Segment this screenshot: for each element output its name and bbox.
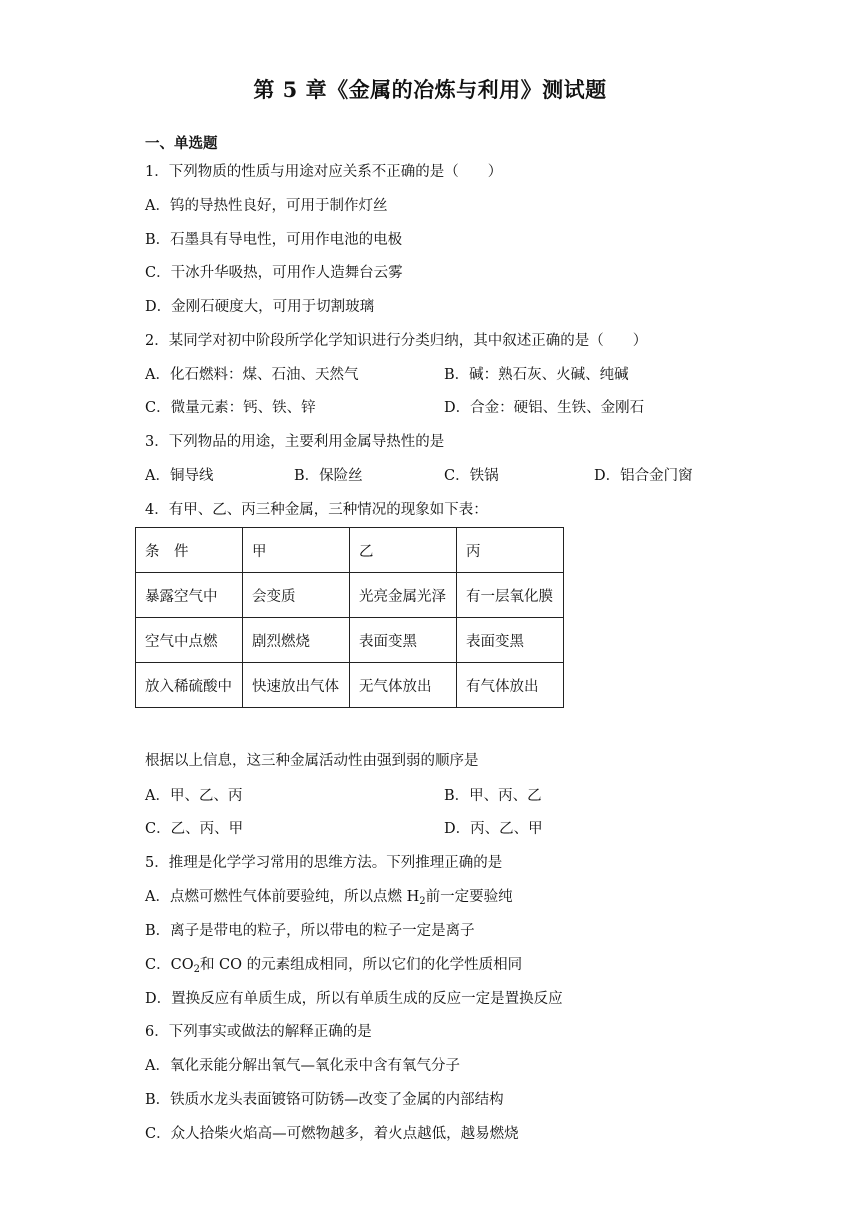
- table-cell: 有一层氧化膜: [457, 573, 564, 618]
- question-4-option-a: A．甲、乙、丙: [145, 788, 243, 804]
- table-cell: 表面变黑: [350, 618, 457, 663]
- question-5-option-a: [145, 887, 513, 907]
- question-5-option-b: B．离子是带电的粒子，所以带电的粒子一定是离子: [145, 923, 475, 939]
- question-5-stem: 5．推理是化学学习常用的思维方法。下列推理正确的是: [145, 855, 503, 871]
- subscript: 2: [419, 896, 426, 907]
- table-row: [136, 663, 564, 708]
- question-3-option-b: B．保险丝: [294, 468, 363, 484]
- table-cell: 剧烈燃烧: [243, 618, 350, 663]
- table-cell: 条 件: [136, 528, 243, 573]
- question-5-option-d: D．置换反应有单质生成，所以有单质生成的反应一定是置换反应: [145, 991, 563, 1007]
- table-cell: 乙: [350, 528, 457, 573]
- question-2-option-b: B．碱：熟石灰、火碱、纯碱: [444, 367, 629, 383]
- table-row: [136, 528, 564, 573]
- page-title: 第 5 章《金属的冶炼与利用》测试题: [253, 77, 607, 102]
- question-2-stem: 2．某同学对初中阶段所学化学知识进行分类归纳，其中叙述正确的是（ ）: [145, 333, 648, 349]
- table-row: [136, 618, 564, 663]
- table-cell: 空气中点燃: [136, 618, 243, 663]
- question-2-option-d: D．合金：硬铝、生铁、金刚石: [444, 400, 645, 416]
- subscript: 2: [193, 964, 200, 975]
- question-1-stem: 1．下列物质的性质与用途对应关系不正确的是（ ）: [145, 164, 503, 180]
- table-cell: 光亮金属光泽: [350, 573, 457, 618]
- table-cell: 甲: [243, 528, 350, 573]
- question-6-option-b: B．铁质水龙头表面镀铬可防锈—改变了金属的内部结构: [145, 1092, 504, 1108]
- question-6-option-c: C．众人拾柴火焰高—可燃物越多，着火点越低，越易燃烧: [145, 1126, 519, 1142]
- option-text: A．点燃可燃性气体前要验纯，所以点燃 H: [145, 889, 420, 905]
- question-3-option-c: C．铁锅: [444, 468, 499, 484]
- question-2-option-c: C．微量元素：钙、铁、锌: [145, 400, 316, 416]
- option-text: C．CO: [145, 957, 194, 973]
- table-cell: 表面变黑: [457, 618, 564, 663]
- option-text: 和 CO 的元素组成相同，所以它们的化学性质相同: [199, 957, 523, 973]
- table-cell: 会变质: [243, 573, 350, 618]
- question-4-option-c: C．乙、丙、甲: [145, 821, 244, 837]
- section-heading: 一、单选题: [145, 135, 218, 152]
- question-4-option-d: D．丙、乙、甲: [444, 821, 543, 837]
- question-1-option-c: C．干冰升华吸热，可用作人造舞台云雾: [145, 265, 403, 281]
- question-1-option-d: D．金刚石硬度大，可用于切割玻璃: [145, 299, 375, 315]
- question-3-option-d: D．铝合金门窗: [594, 468, 693, 484]
- question-4-followup: 根据以上信息，这三种金属活动性由强到弱的顺序是: [145, 753, 479, 769]
- question-5-option-c: [145, 955, 522, 975]
- question-3-option-a: A．铜导线: [145, 468, 214, 484]
- question-2-option-a: A．化石燃料：煤、石油、天然气: [145, 367, 359, 383]
- question-3-stem: 3．下列物品的用途，主要利用金属导热性的是: [145, 434, 445, 450]
- table-cell: 有气体放出: [457, 663, 564, 708]
- question-4-stem: 4．有甲、乙、丙三种金属，三种情况的现象如下表：: [145, 502, 488, 518]
- table-cell: 快速放出气体: [243, 663, 350, 708]
- question-1-option-b: B．石墨具有导电性，可用作电池的电极: [145, 232, 403, 248]
- option-text: 前一定要验纯: [425, 889, 513, 905]
- table-cell: 暴露空气中: [136, 573, 243, 618]
- table-cell: 丙: [457, 528, 564, 573]
- table-row: [136, 573, 564, 618]
- table-cell: 放入稀硫酸中: [136, 663, 243, 708]
- question-1-option-a: A．钨的导热性良好，可用于制作灯丝: [145, 198, 388, 214]
- question-4-option-b: B．甲、丙、乙: [444, 788, 542, 804]
- table-cell: 无气体放出: [350, 663, 457, 708]
- observation-table: [135, 527, 564, 708]
- question-6-option-a: A．氧化汞能分解出氧气—氧化汞中含有氧气分子: [145, 1058, 460, 1074]
- question-6-stem: 6．下列事实或做法的解释正确的是: [145, 1024, 372, 1040]
